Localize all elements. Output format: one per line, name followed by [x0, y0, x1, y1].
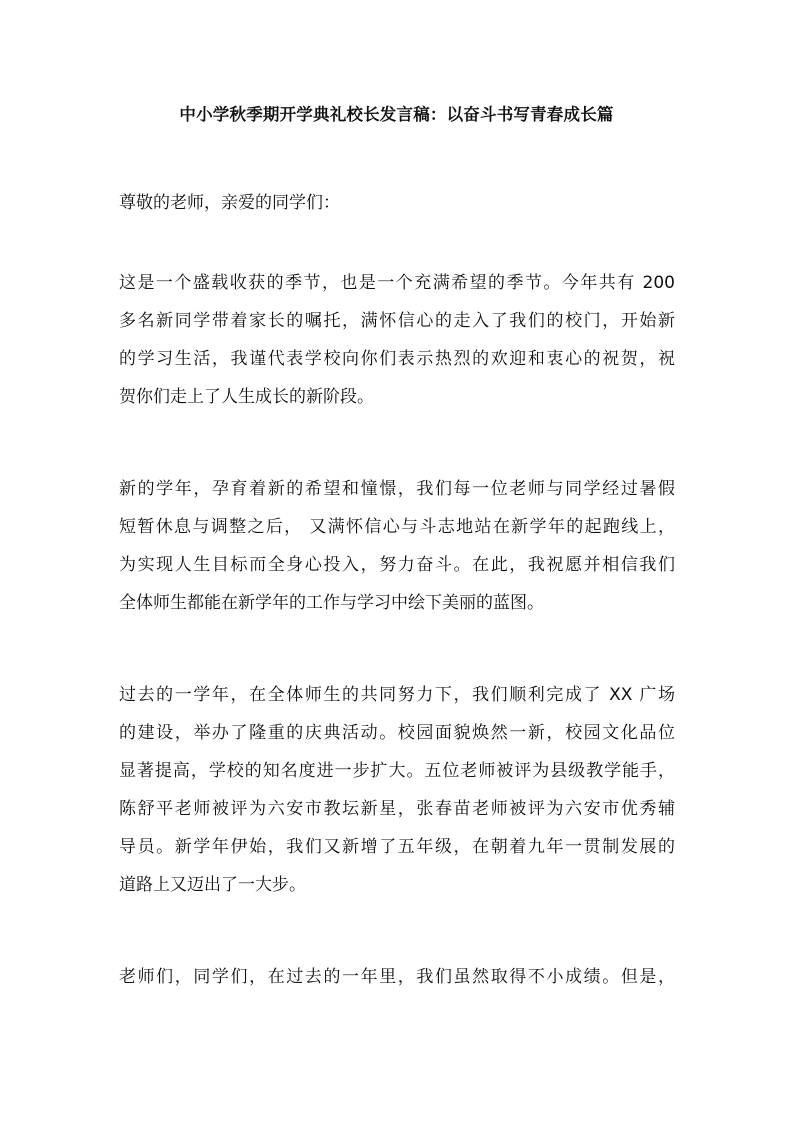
paragraph-line: 老师们，同学们，在过去的一年里，我们虽然取得不小成绩。但是， — [119, 967, 675, 987]
paragraph-line: 新的学年，孕育着新的希望和憧憬，我们每一位老师与同学经过暑假 — [119, 479, 675, 499]
paragraph-line: 过去的一学年，在全体师生的共同努力下，我们顺利完成了 XX 广场 — [119, 685, 675, 705]
document-title: 中小学秋季期开学典礼校长发言稿：以奋斗书写青春成长篇 — [179, 105, 614, 124]
paragraph-line: 道路上又迈出了一大步。 — [119, 875, 306, 895]
paragraph-line: 短暂休息与调整之后， 又满怀信心与斗志地站在新学年的起跑线上， — [119, 517, 675, 537]
salutation: 尊敬的老师，亲爱的同学们： — [119, 193, 340, 213]
paragraph-line: 的建设，举办了隆重的庆典活动。校园面貌焕然一新，校园文化品位 — [119, 723, 675, 743]
paragraph-line: 贺你们走上了人生成长的新阶段。 — [119, 387, 374, 407]
paragraph-line: 的学习生活，我谨代表学校向你们表示热烈的欢迎和衷心的祝贺，祝 — [119, 349, 675, 369]
paragraph-line: 多名新同学带着家长的嘱托，满怀信心的走入了我们的校门，开始新 — [119, 311, 675, 331]
paragraph-line: 陈舒平老师被评为六安市教坛新星，张春苗老师被评为六安市优秀辅 — [119, 799, 675, 819]
paragraph-line: 为实现人生目标而全身心投入，努力奋斗。在此，我祝愿并相信我们 — [119, 555, 675, 575]
paragraph-line: 显著提高，学校的知名度进一步扩大。五位老师被评为县级教学能手， — [119, 761, 675, 781]
paragraph-line: 导员。新学年伊始，我们又新增了五年级，在朝着九年一贯制发展的 — [119, 837, 675, 857]
paragraph-line: 这是一个盛载收获的季节，也是一个充满希望的季节。今年共有 200 — [119, 273, 675, 293]
paragraph-line: 全体师生都能在新学年的工作与学习中绘下美丽的蓝图。 — [119, 593, 544, 613]
